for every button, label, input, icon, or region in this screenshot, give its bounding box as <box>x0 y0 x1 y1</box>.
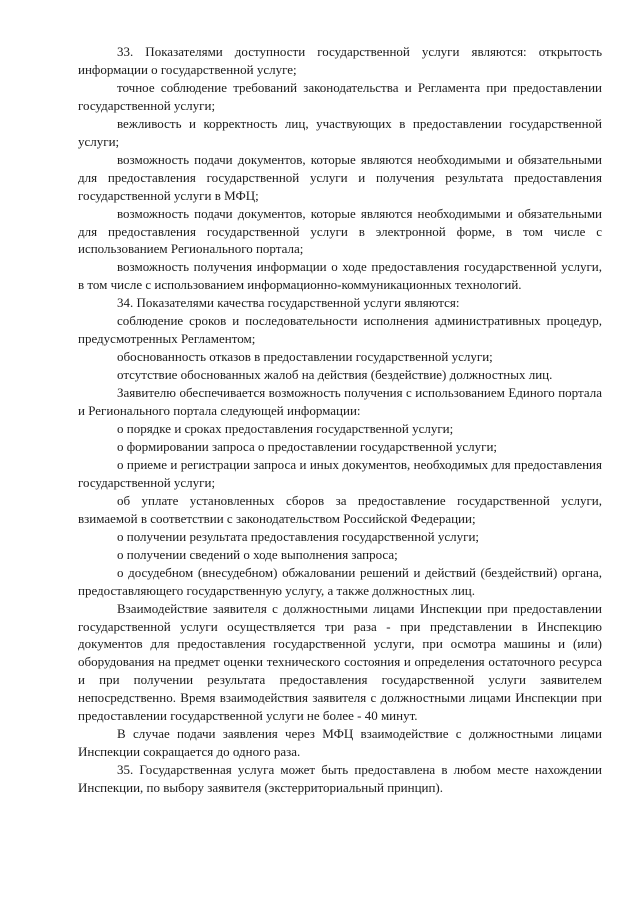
document-page <box>78 43 602 797</box>
paragraph-item: о приеме и регистрации запроса и иных документов, необходимых для предоставления государственной услуги; <box>78 456 602 490</box>
paragraph-35: 35. Государственная услуга может быть предоставлена в любом месте нахождении Инспекции, по выбору заявителя (экстерриториальный принцип). <box>78 762 602 796</box>
paragraph-item: возможность подачи документов, которые являются необходимыми и обязательными для предоставления государственной услуги и получения результата предоставления государственной услуги в МФЦ; <box>78 151 602 203</box>
paragraph-item: отсутствие обоснованных жалоб на действия (бездействие) должностных лиц. <box>117 367 553 383</box>
paragraph-item: об уплате установленных сборов за предоставление государственной услуги, взимаемой в соответствии с законодательством Российской Федерации; <box>78 492 602 526</box>
paragraph-33: 33. Показателями доступности государственной услуги являются: открытость информации о государственной услуге; <box>78 44 602 77</box>
paragraph-item: соблюдение сроков и последовательности исполнения административных процедур, предусмотренных Регламентом; <box>78 313 602 347</box>
paragraph-item: точное соблюдение требований законодательства и Регламента при предоставлении государственной услуги; <box>78 79 602 113</box>
paragraph-item: о порядке и сроках предоставления государственной услуги; <box>117 421 454 437</box>
paragraph-34: 34. Показателями качества государственной услуги являются: <box>117 295 460 311</box>
paragraph-portal-info: Заявителю обеспечивается возможность получения с использованием Единого портала и Регионального портала следующей информации: <box>78 385 602 419</box>
paragraph-item: о досудебном (внесудебном) обжаловании решений и действий (бездействий) органа, предоставляющего государственную услугу, а также должностных лиц. <box>78 564 602 598</box>
paragraph-item: о формировании запроса о предоставлении государственной услуги; <box>117 438 498 454</box>
paragraph-item: возможность получения информации о ходе предоставления государственной услуги, в том числе с использованием информационно-коммуникационных технологий. <box>78 259 602 293</box>
paragraph-item: возможность подачи документов, которые являются необходимыми и обязательными для предоставления государственной услуги в электронной форме, в том числе с использованием Регионального портала; <box>78 205 602 257</box>
paragraph-interaction: Взаимодействие заявителя с должностными лицами Инспекции при предоставлении государственной услуги осуществляется три раза - при представлении в Инспекцию документов для предоставления государственной услуги, при осмотра машины и (или) оборудования на предмет оценки технического состояния и определения остаточного ресурса и при получении результата предоставления государственной услуги заявителем непосредственно. Время взаимодействия заявителя с должностными лицами Инспекции при предоставлении государственной услуги не более - 40 минут. <box>78 600 602 724</box>
paragraph-item: обоснованность отказов в предоставлении государственной услуги; <box>117 349 493 365</box>
paragraph-item: о получении результата предоставления государственной услуги; <box>117 528 480 544</box>
paragraph-mfc: В случае подачи заявления через МФЦ взаимодействие с должностными лицами Инспекции сокращается до одного раза. <box>78 726 602 760</box>
paragraph-item: о получении сведений о ходе выполнения запроса; <box>117 546 398 562</box>
paragraph-item: вежливость и корректность лиц, участвующих в предоставлении государственной услуги; <box>78 115 602 149</box>
